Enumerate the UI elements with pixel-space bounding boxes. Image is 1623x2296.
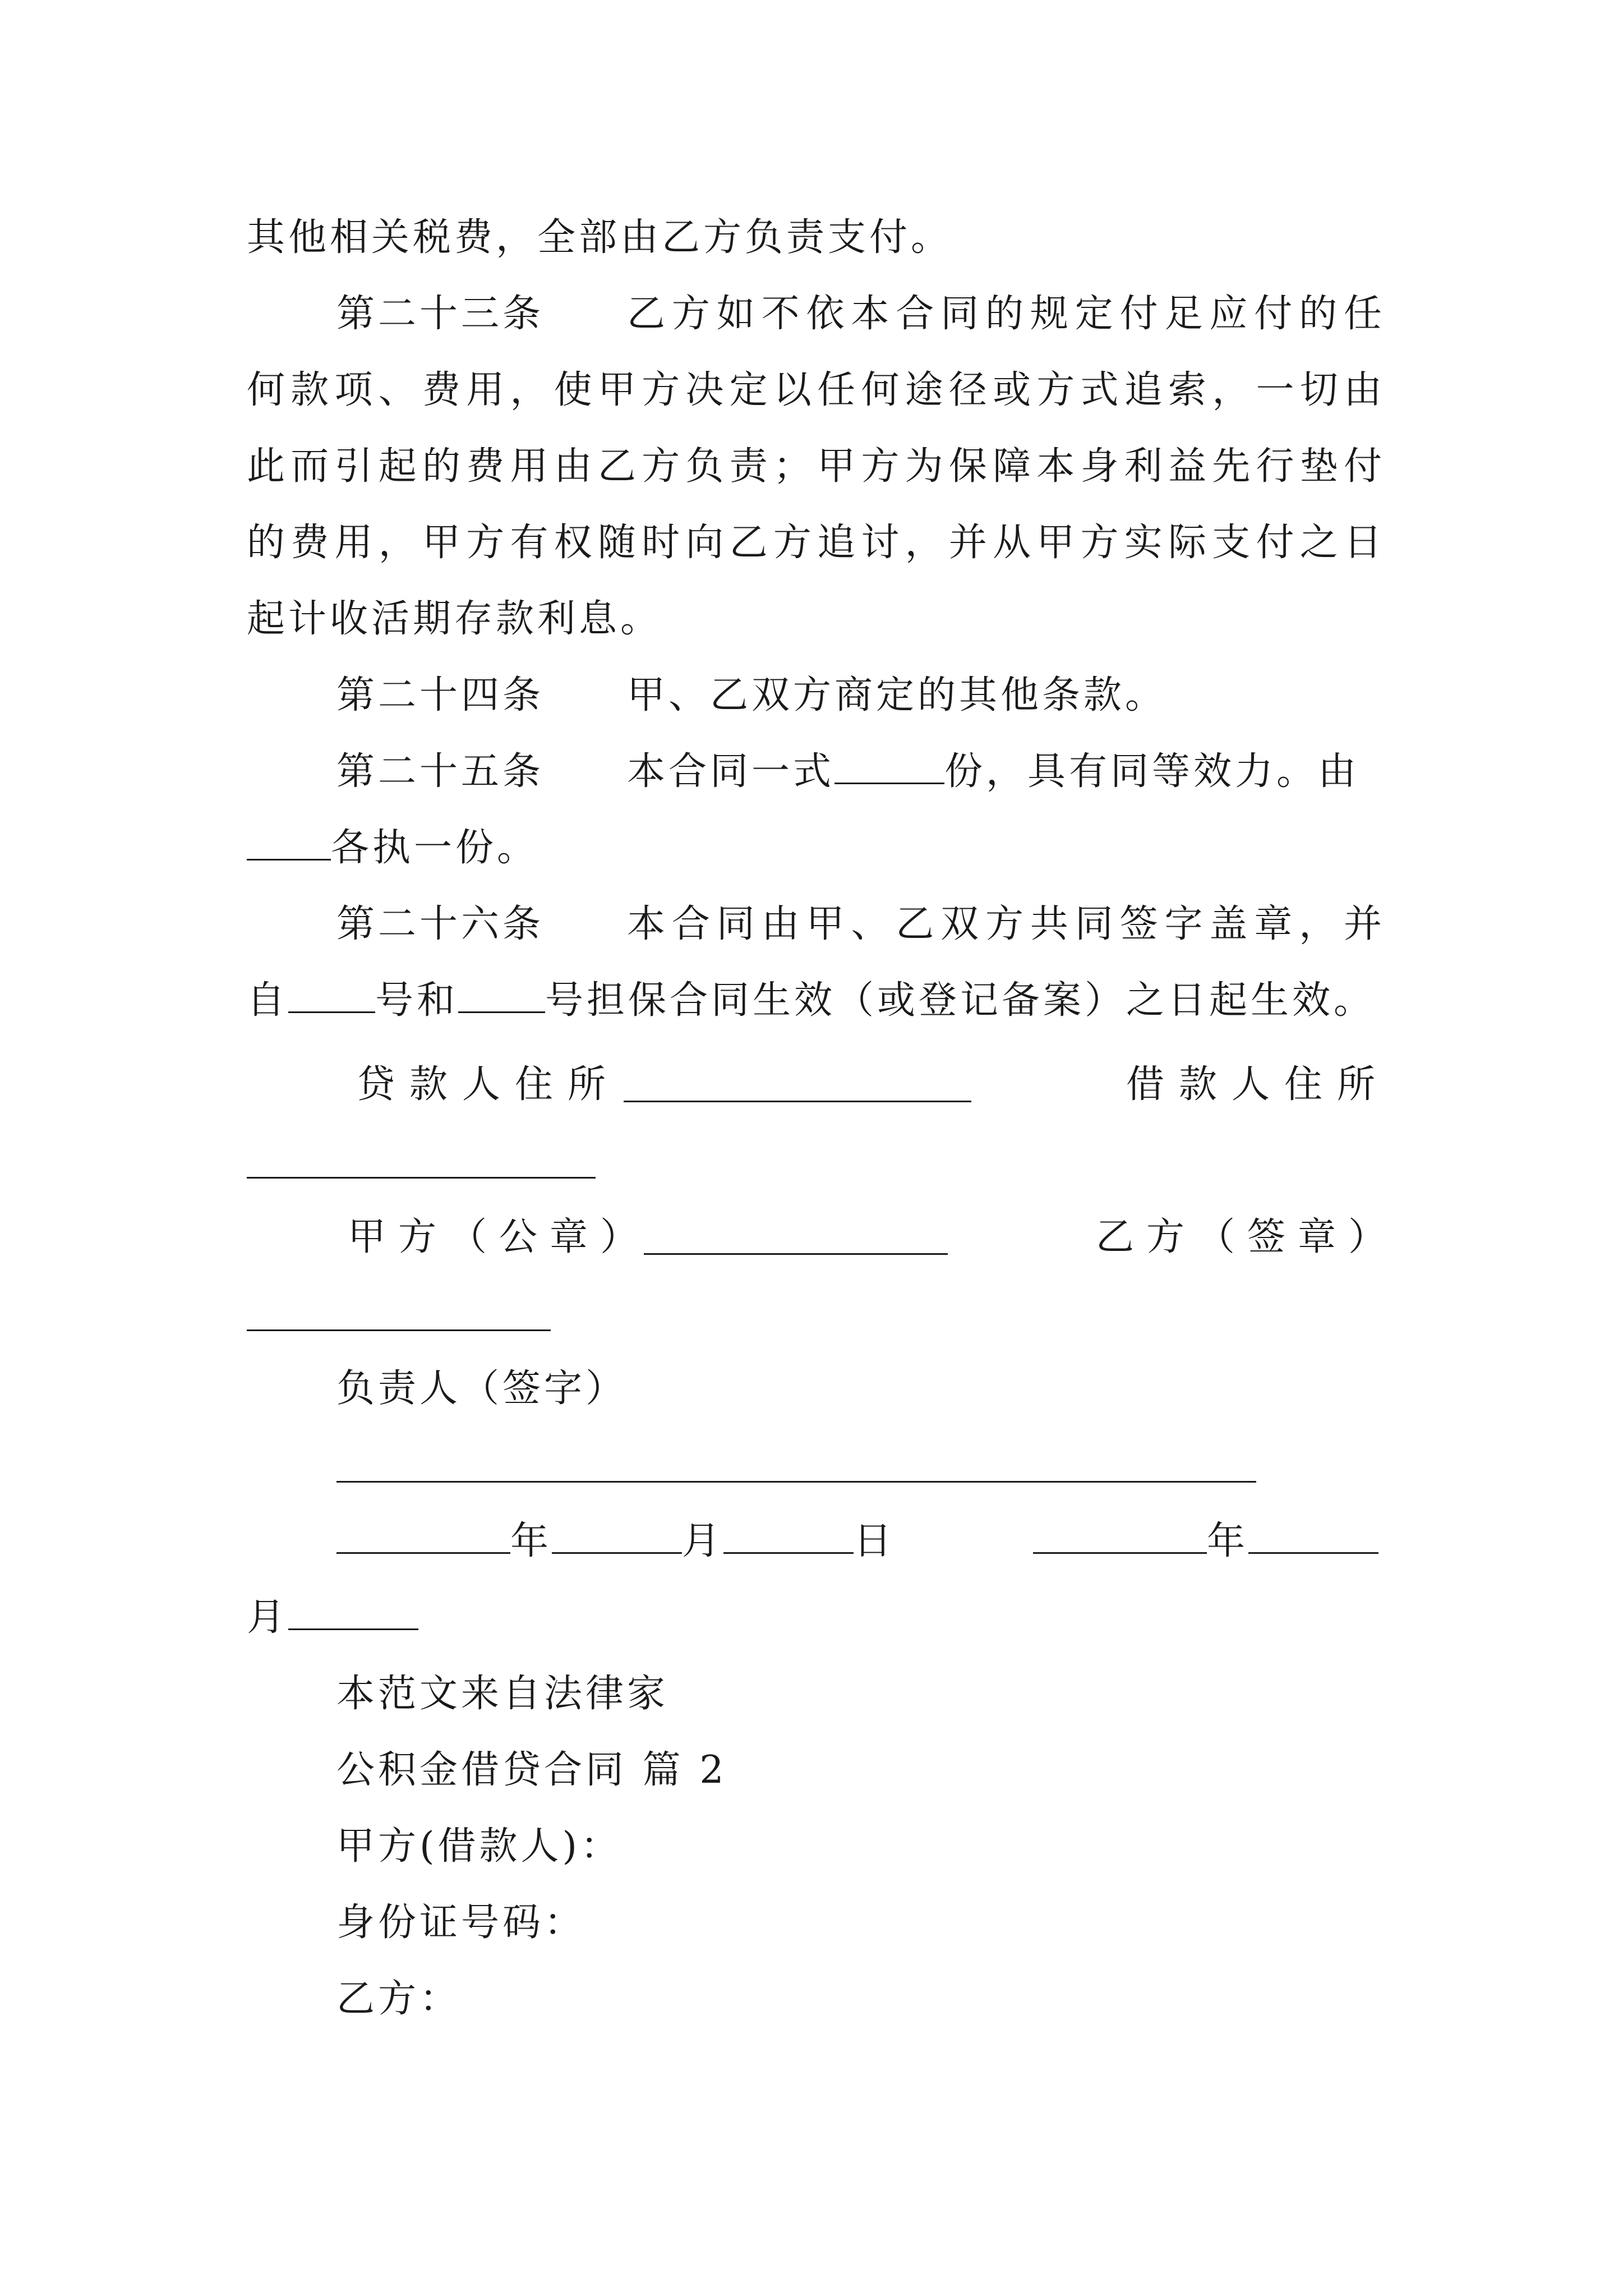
paragraph-line: 其他相关税费，全部由乙方负责支付。 bbox=[247, 215, 953, 260]
party-a-seal-label: 甲方（公章） bbox=[348, 1215, 651, 1259]
responsible-person-line[interactable] bbox=[336, 1481, 1256, 1483]
text-and: 号和 bbox=[375, 978, 459, 1023]
party-b-seal-label: 乙方（签章） bbox=[1096, 1215, 1399, 1259]
party-a-label: 甲方(借款人)： bbox=[336, 1824, 623, 1869]
day-blank[interactable] bbox=[723, 1523, 854, 1554]
month-label: 月 bbox=[247, 1595, 289, 1640]
article-25-text bbox=[627, 749, 1359, 794]
day-label: 日 bbox=[854, 1519, 896, 1563]
copies-blank[interactable] bbox=[834, 753, 944, 784]
date-line-left bbox=[336, 1519, 895, 1564]
month-label: 月 bbox=[682, 1519, 724, 1563]
section-title: 公积金借贷合同 篇 2 bbox=[336, 1748, 727, 1792]
paragraph-line: 何款项、费用，使甲方决定以任何途径或方式追索，一切由 bbox=[247, 368, 1385, 412]
paragraph-text: 各执一份。 bbox=[331, 826, 539, 870]
lender-address-label: 贷款人住所 bbox=[357, 1062, 621, 1107]
party-b-label: 乙方： bbox=[336, 1977, 462, 2021]
source-note: 本范文来自法律家 bbox=[336, 1672, 669, 1716]
borrower-address-label: 借款人住所 bbox=[1126, 1062, 1390, 1107]
date-line-right bbox=[1033, 1519, 1378, 1564]
article-26-number: 第二十六条 bbox=[336, 902, 545, 946]
party-blank[interactable] bbox=[247, 830, 331, 861]
contract-number-blank-2[interactable] bbox=[458, 982, 545, 1013]
article-25-number: 第二十五条 bbox=[336, 749, 545, 794]
article-23-text: 乙方如不依本合同的规定付足应付的任 bbox=[627, 292, 1385, 336]
text-effective: 号担保合同生效（或登记备案）之日起生效。 bbox=[545, 978, 1376, 1023]
paragraph-line: 起计收活期存款利息。 bbox=[247, 597, 662, 641]
day-blank[interactable] bbox=[288, 1599, 418, 1630]
party-a-seal-line[interactable] bbox=[644, 1253, 948, 1255]
article-25-text-part1: 本合同一式 bbox=[627, 749, 835, 794]
year-label: 年 bbox=[510, 1519, 552, 1563]
year-label: 年 bbox=[1207, 1519, 1249, 1563]
date-line-continued bbox=[247, 1595, 418, 1640]
month-blank[interactable] bbox=[1248, 1523, 1378, 1554]
contract-number-blank-1[interactable] bbox=[288, 982, 375, 1013]
lender-address-line[interactable] bbox=[624, 1101, 971, 1102]
id-number-label: 身份证号码： bbox=[336, 1901, 586, 1945]
article-25-text-part2: 份，具有同等效力。由 bbox=[944, 749, 1360, 794]
paragraph-line: 此而引起的费用由乙方负责；甲方为保障本身利益先行垫付 bbox=[247, 444, 1385, 489]
responsible-person-label: 负责人（签字） bbox=[336, 1366, 628, 1411]
party-b-seal-line[interactable] bbox=[247, 1329, 551, 1331]
paragraph-line bbox=[247, 978, 1375, 1023]
paragraph-line bbox=[247, 826, 538, 871]
year-blank[interactable] bbox=[336, 1523, 510, 1554]
month-blank[interactable] bbox=[552, 1523, 682, 1554]
borrower-address-line[interactable] bbox=[247, 1177, 596, 1179]
article-24-text: 甲、乙双方商定的其他条款。 bbox=[627, 673, 1167, 717]
article-23-number: 第二十三条 bbox=[336, 292, 545, 336]
year-blank[interactable] bbox=[1033, 1523, 1207, 1554]
article-26-text: 本合同由甲、乙双方共同签字盖章，并 bbox=[627, 902, 1385, 946]
article-24-number: 第二十四条 bbox=[336, 673, 545, 717]
paragraph-line: 的费用，甲方有权随时向乙方追讨，并从甲方实际支付之日 bbox=[247, 521, 1385, 565]
text-from: 自 bbox=[247, 978, 289, 1023]
